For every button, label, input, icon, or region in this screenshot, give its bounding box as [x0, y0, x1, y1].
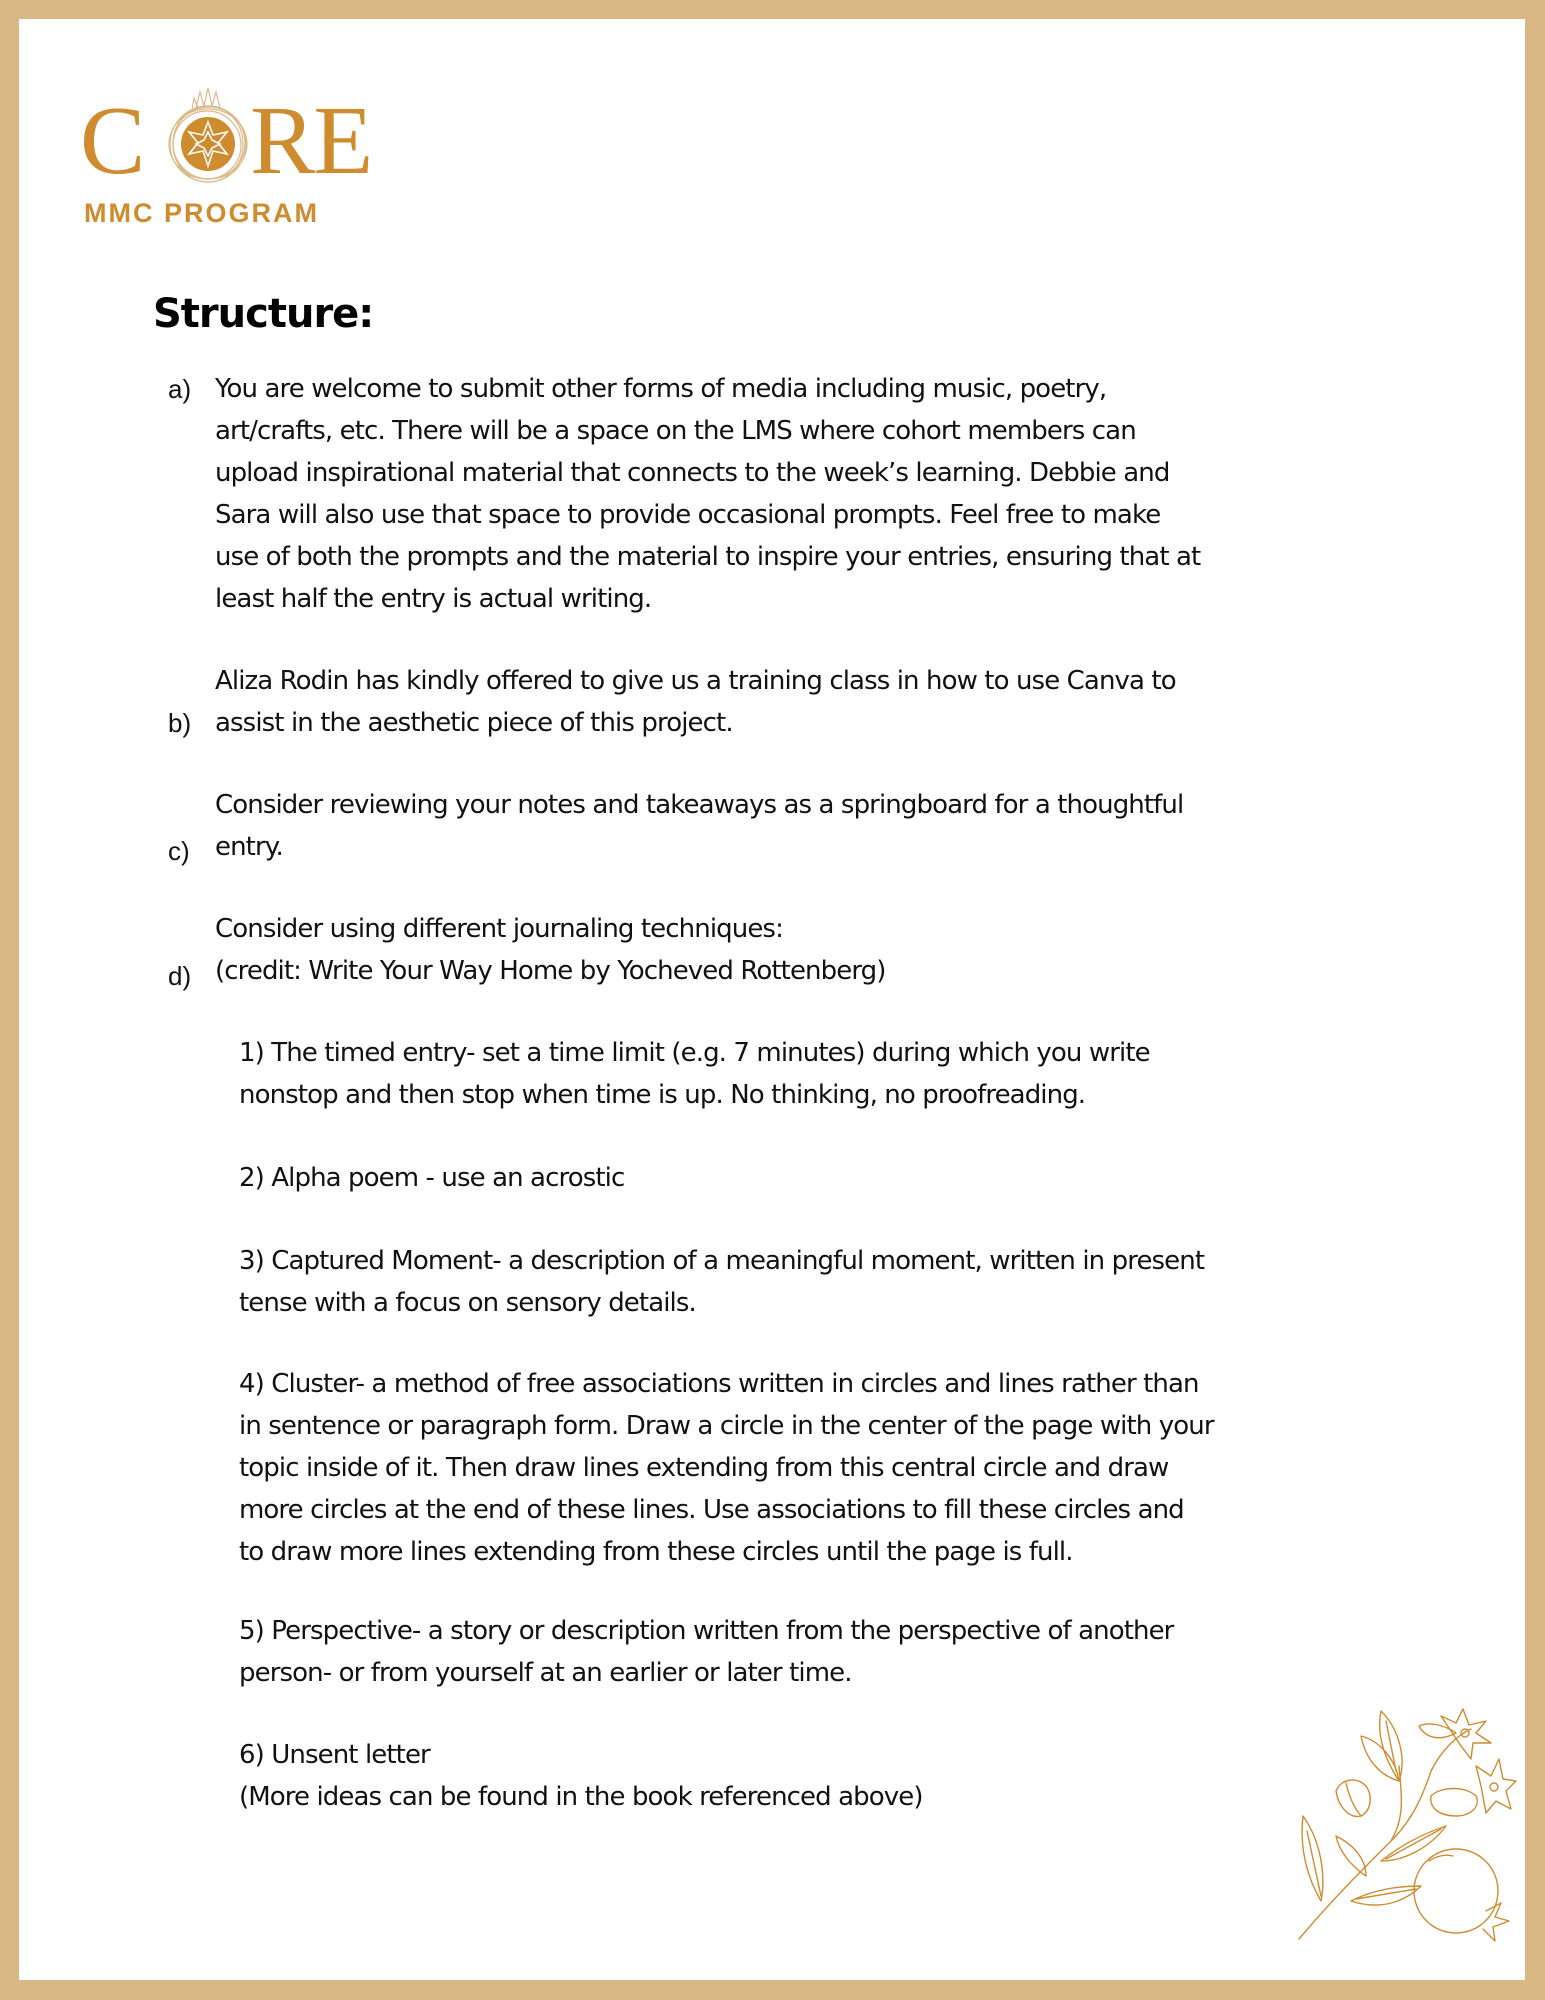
text-line: use of both the prompts and the material to inspire your entries, ensuring that at: [215, 542, 1201, 572]
text-line: in sentence or paragraph form. Draw a circle in the center of the page with your: [239, 1411, 1214, 1441]
text-line: 4) Cluster- a method of free associations written in circles and lines rather than: [239, 1369, 1199, 1399]
list-item-d: [215, 908, 886, 992]
text-line: (credit: Write Your Way Home by Yocheved Rottenberg): [215, 956, 886, 986]
text-line: art/crafts, etc. There will be a space on the LMS where cohort members can: [215, 416, 1136, 446]
logo-letters-re: RE: [250, 87, 372, 195]
technique-captured-moment: [239, 1240, 1204, 1324]
pomegranate-branch-illustration-icon: [1281, 1691, 1521, 1991]
text-line: topic inside of it. Then draw lines extending from this central circle and draw: [239, 1453, 1169, 1483]
list-marker-d: d): [168, 961, 192, 991]
core-logo: [80, 82, 380, 242]
list-marker-a: a): [168, 374, 192, 404]
technique-perspective: [239, 1610, 1173, 1694]
text-line: least half the entry is actual writing.: [215, 584, 652, 614]
list-item-c: [215, 784, 1183, 868]
text-line: more circles at the end of these lines. Use associations to fill these circles and: [239, 1495, 1184, 1525]
text-line: 1) The timed entry- set a time limit (e.g. 7 minutes) during which you write: [239, 1038, 1150, 1068]
text-line: tense with a focus on sensory details.: [239, 1288, 696, 1318]
text-line: You are welcome to submit other forms of media including music, poetry,: [215, 374, 1107, 404]
text-line: Aliza Rodin has kindly offered to give us a training class in how to use Canva to: [215, 666, 1176, 696]
text-line: (More ideas can be found in the book referenced above): [239, 1782, 923, 1812]
page-title: Structure:: [153, 291, 374, 337]
text-line: 2) Alpha poem - use an acrostic: [239, 1163, 625, 1193]
technique-alpha-poem: [239, 1157, 624, 1199]
text-line: Consider using different journaling techniques:: [215, 914, 783, 944]
text-line: nonstop and then stop when time is up. No thinking, no proofreading.: [239, 1080, 1086, 1110]
technique-cluster: [239, 1363, 1214, 1573]
text-line: 6) Unsent letter: [239, 1740, 430, 1770]
text-line: entry.: [215, 832, 283, 862]
text-line: person- or from yourself at an earlier or later time.: [239, 1658, 852, 1688]
text-line: upload inspirational material that connects to the week’s learning. Debbie and: [215, 458, 1170, 488]
pomegranate-star-emblem-icon: [158, 86, 258, 186]
document-page: [19, 19, 1525, 1980]
text-line: 5) Perspective- a story or description written from the perspective of another: [239, 1616, 1174, 1646]
list-item-b: [215, 660, 1176, 744]
text-line: Sara will also use that space to provide occasional prompts. Feel free to make: [215, 500, 1161, 530]
logo-letter-c: C: [80, 87, 144, 195]
logo-subtitle: MMC PROGRAM: [84, 198, 319, 228]
text-line: 3) Captured Moment- a description of a meaningful moment, written in present: [239, 1246, 1205, 1276]
technique-timed-entry: [239, 1032, 1150, 1116]
text-line: to draw more lines extending from these circles until the page is full.: [239, 1537, 1073, 1567]
text-line: assist in the aesthetic piece of this project.: [215, 708, 733, 738]
list-marker-b: b): [168, 708, 192, 738]
technique-unsent-letter: [239, 1734, 923, 1818]
list-marker-c: c): [168, 836, 190, 866]
text-line: Consider reviewing your notes and takeaways as a springboard for a thoughtful: [215, 790, 1184, 820]
list-item-a: [215, 368, 1200, 620]
